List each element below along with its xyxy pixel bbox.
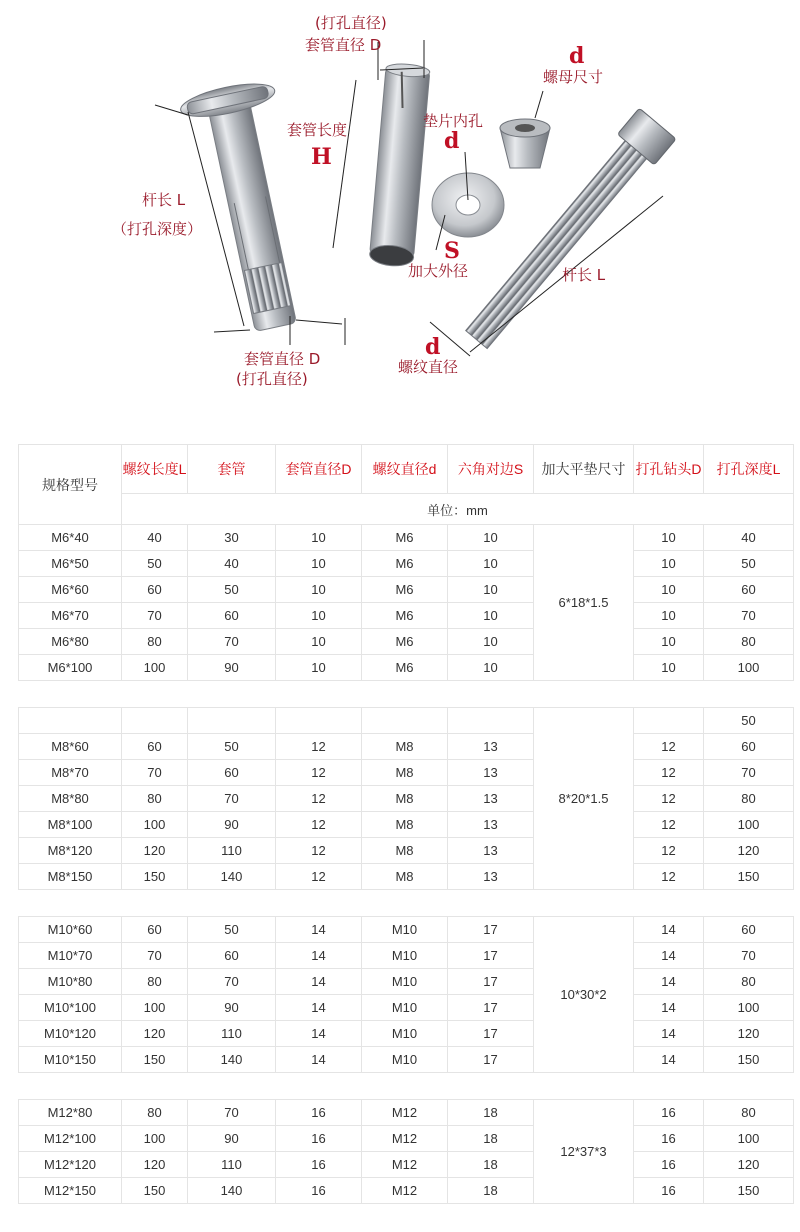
cell-thread-length: 150 (122, 864, 188, 890)
cell-thread-length: 80 (122, 629, 188, 655)
cell-drill-depth: 120 (704, 838, 794, 864)
table-row (19, 708, 794, 734)
cell-thread-length: 50 (122, 551, 188, 577)
cell-thread-diameter: M12 (362, 1100, 448, 1126)
cell-model: M10*80 (19, 969, 122, 995)
cell-sleeve: 140 (188, 864, 276, 890)
cell-model: M10*150 (19, 1047, 122, 1073)
cell-drill-bit: 10 (634, 551, 704, 577)
cell-model: M12*80 (19, 1100, 122, 1126)
cell-drill-bit: 12 (634, 734, 704, 760)
cell-hex (448, 708, 534, 734)
table-row (19, 1047, 794, 1073)
cell-sleeve: 70 (188, 786, 276, 812)
sleeve-diameter-label-top: 套管直径 D (305, 36, 382, 54)
header-model: 规格型号 (19, 445, 122, 525)
cell-sleeve (188, 708, 276, 734)
cell-hex: 17 (448, 995, 534, 1021)
sleeve-length-label: 套管长度 (287, 121, 348, 139)
cell-drill-depth: 50 (704, 708, 794, 734)
cell-thread-length: 70 (122, 603, 188, 629)
cell-thread-length: 80 (122, 786, 188, 812)
cell-model: M8*60 (19, 734, 122, 760)
cell-drill-depth: 150 (704, 864, 794, 890)
cell-thread-length: 60 (122, 577, 188, 603)
cell-sleeve: 110 (188, 1021, 276, 1047)
cell-thread-diameter: M6 (362, 551, 448, 577)
cell-drill-depth: 80 (704, 1100, 794, 1126)
cell-sleeve: 50 (188, 917, 276, 943)
cell-thread-diameter: M12 (362, 1126, 448, 1152)
header-thread-length: 螺纹长度L (122, 445, 188, 494)
cell-thread-length: 60 (122, 734, 188, 760)
washer-inner-symbol: d (444, 128, 460, 154)
table-row (19, 864, 794, 890)
table-row (19, 577, 794, 603)
cell-drill-depth: 100 (704, 655, 794, 681)
table-row (19, 603, 794, 629)
cell-sleeve-diameter: 16 (276, 1152, 362, 1178)
cell-model: M8*120 (19, 838, 122, 864)
cell-sleeve: 70 (188, 629, 276, 655)
header-sleeve-diameter: 套管直径D (276, 445, 362, 494)
cell-drill-bit: 10 (634, 603, 704, 629)
table-row (19, 760, 794, 786)
cell-thread-diameter: M8 (362, 786, 448, 812)
cell-model: M12*120 (19, 1152, 122, 1178)
cell-thread-diameter: M10 (362, 1021, 448, 1047)
cell-hex: 17 (448, 1021, 534, 1047)
table-row (19, 1126, 794, 1152)
cell-model: M6*40 (19, 525, 122, 551)
cell-drill-bit: 14 (634, 1021, 704, 1047)
cell-model: M10*60 (19, 917, 122, 943)
table-row (19, 838, 794, 864)
cell-sleeve-diameter: 10 (276, 551, 362, 577)
cell-thread-diameter: M6 (362, 655, 448, 681)
cell-thread-length: 80 (122, 1100, 188, 1126)
cell-hex: 18 (448, 1178, 534, 1204)
cell-drill-depth: 60 (704, 917, 794, 943)
cell-thread-length: 100 (122, 812, 188, 838)
cell-sleeve: 50 (188, 734, 276, 760)
cell-sleeve: 140 (188, 1047, 276, 1073)
cell-drill-bit (634, 708, 704, 734)
cell-sleeve: 50 (188, 577, 276, 603)
cell-model: M6*80 (19, 629, 122, 655)
cell-drill-bit: 16 (634, 1178, 704, 1204)
cell-thread-length: 120 (122, 1021, 188, 1047)
cell-drill-depth: 70 (704, 943, 794, 969)
cell-sleeve-diameter: 16 (276, 1126, 362, 1152)
table-row (19, 1152, 794, 1178)
cell-thread-diameter: M10 (362, 969, 448, 995)
cell-drill-bit: 10 (634, 577, 704, 603)
cell-thread-length: 70 (122, 943, 188, 969)
group-spacer (19, 681, 794, 708)
cell-thread-diameter: M8 (362, 760, 448, 786)
header-hex: 六角对边S (448, 445, 534, 494)
cell-model: M8*150 (19, 864, 122, 890)
cell-hex: 13 (448, 734, 534, 760)
table-row (19, 995, 794, 1021)
cell-drill-bit: 16 (634, 1152, 704, 1178)
spacer-cell (19, 1073, 794, 1100)
cell-drill-depth: 40 (704, 525, 794, 551)
cell-sleeve-diameter: 12 (276, 838, 362, 864)
cell-thread-diameter: M10 (362, 943, 448, 969)
cell-sleeve-diameter: 10 (276, 655, 362, 681)
table-row (19, 1100, 794, 1126)
cell-drill-bit: 10 (634, 525, 704, 551)
cell-sleeve: 90 (188, 655, 276, 681)
cell-hex: 17 (448, 1047, 534, 1073)
cell-sleeve: 70 (188, 969, 276, 995)
header-row (19, 445, 794, 494)
table-row (19, 812, 794, 838)
shank-length-label-right: 杆长 L (562, 266, 606, 284)
cell-sleeve-diameter: 12 (276, 734, 362, 760)
sleeve-length-symbol: H (311, 144, 332, 170)
cell-drill-depth: 120 (704, 1021, 794, 1047)
cell-drill-bit: 12 (634, 760, 704, 786)
cell-sleeve-diameter: 12 (276, 786, 362, 812)
cell-hex: 13 (448, 786, 534, 812)
table-row (19, 1178, 794, 1204)
cell-drill-bit: 12 (634, 812, 704, 838)
cell-thread-diameter: M10 (362, 917, 448, 943)
cell-hex: 18 (448, 1152, 534, 1178)
header-sleeve: 套管 (188, 445, 276, 494)
cell-sleeve-diameter: 10 (276, 577, 362, 603)
cell-hex: 10 (448, 603, 534, 629)
cell-model (19, 708, 122, 734)
cell-model: M6*70 (19, 603, 122, 629)
cell-drill-bit: 16 (634, 1126, 704, 1152)
cell-sleeve: 70 (188, 1100, 276, 1126)
unit-label: 单位：mm (122, 494, 794, 525)
cell-thread-diameter: M6 (362, 577, 448, 603)
cell-drill-bit: 10 (634, 655, 704, 681)
header-drill-depth: 打孔深度L (704, 445, 794, 494)
cell-sleeve-diameter (276, 708, 362, 734)
cell-sleeve-diameter: 14 (276, 969, 362, 995)
cell-sleeve: 30 (188, 525, 276, 551)
cell-model: M10*100 (19, 995, 122, 1021)
cell-hex: 18 (448, 1100, 534, 1126)
cell-thread-diameter: M12 (362, 1178, 448, 1204)
cell-drill-depth: 80 (704, 629, 794, 655)
cell-drill-bit: 14 (634, 943, 704, 969)
cell-thread-diameter: M6 (362, 525, 448, 551)
cell-drill-bit: 16 (634, 1100, 704, 1126)
cell-drill-depth: 60 (704, 734, 794, 760)
cell-washer: 10*30*2 (534, 917, 634, 1073)
cell-sleeve-diameter: 16 (276, 1178, 362, 1204)
cell-sleeve-diameter: 14 (276, 995, 362, 1021)
washer-outer-symbol: S (444, 238, 460, 264)
unit-row (19, 494, 794, 525)
cell-drill-bit: 14 (634, 1047, 704, 1073)
cell-drill-depth: 80 (704, 786, 794, 812)
drill-depth-label: （打孔深度） (112, 220, 203, 238)
group-spacer (19, 1073, 794, 1100)
cell-thread-length: 120 (122, 838, 188, 864)
cell-thread-diameter: M8 (362, 812, 448, 838)
cell-thread-length: 150 (122, 1047, 188, 1073)
cell-drill-bit: 12 (634, 864, 704, 890)
cell-model: M8*100 (19, 812, 122, 838)
cell-sleeve-diameter: 10 (276, 525, 362, 551)
cell-thread-diameter: M6 (362, 629, 448, 655)
cell-model: M6*50 (19, 551, 122, 577)
table-row (19, 1021, 794, 1047)
washer-outer-label: 加大外径 (408, 262, 469, 280)
cell-thread-length: 40 (122, 525, 188, 551)
cell-thread-length: 70 (122, 760, 188, 786)
spec-table-body (19, 445, 794, 1204)
washer-inner-label: 垫片内孔 (423, 112, 484, 130)
cell-sleeve-diameter: 10 (276, 629, 362, 655)
cell-thread-diameter (362, 708, 448, 734)
cell-washer: 8*20*1.5 (534, 708, 634, 890)
header-thread-diameter: 螺纹直径d (362, 445, 448, 494)
cell-drill-depth: 50 (704, 551, 794, 577)
table-row (19, 917, 794, 943)
cell-sleeve: 60 (188, 760, 276, 786)
cell-drill-bit: 14 (634, 917, 704, 943)
cell-hex: 13 (448, 812, 534, 838)
cell-hex: 10 (448, 577, 534, 603)
cell-hex: 10 (448, 551, 534, 577)
cell-sleeve-diameter: 12 (276, 812, 362, 838)
cell-sleeve-diameter: 14 (276, 943, 362, 969)
product-diagram (0, 0, 800, 400)
header-drill-bit: 打孔钻头D (634, 445, 704, 494)
cell-model: M10*70 (19, 943, 122, 969)
cell-washer: 6*18*1.5 (534, 525, 634, 681)
drill-diameter-label-bottom: (打孔直径) (236, 370, 308, 388)
cell-thread-length: 60 (122, 917, 188, 943)
cell-sleeve: 110 (188, 838, 276, 864)
shank-length-label-left: 杆长 L (142, 191, 186, 209)
cell-drill-bit: 12 (634, 786, 704, 812)
header-washer: 加大平垫尺寸 (534, 445, 634, 494)
cell-drill-bit: 10 (634, 629, 704, 655)
cell-thread-diameter: M12 (362, 1152, 448, 1178)
cell-thread-length: 100 (122, 655, 188, 681)
cell-model: M12*150 (19, 1178, 122, 1204)
cell-sleeve: 110 (188, 1152, 276, 1178)
cell-thread-diameter: M10 (362, 1047, 448, 1073)
cell-hex: 17 (448, 969, 534, 995)
cell-sleeve-diameter: 12 (276, 864, 362, 890)
cell-drill-depth: 100 (704, 1126, 794, 1152)
cell-sleeve: 60 (188, 603, 276, 629)
cell-hex: 13 (448, 760, 534, 786)
cell-sleeve-diameter: 12 (276, 760, 362, 786)
cell-sleeve: 60 (188, 943, 276, 969)
cell-hex: 10 (448, 655, 534, 681)
cell-thread-length (122, 708, 188, 734)
cell-drill-depth: 100 (704, 812, 794, 838)
table-row (19, 551, 794, 577)
cell-drill-depth: 120 (704, 1152, 794, 1178)
cell-hex: 13 (448, 864, 534, 890)
cell-sleeve-diameter: 14 (276, 1047, 362, 1073)
cell-thread-length: 120 (122, 1152, 188, 1178)
cell-thread-diameter: M8 (362, 734, 448, 760)
sleeve-diameter-label-bottom: 套管直径 D (244, 350, 321, 368)
cell-model: M10*120 (19, 1021, 122, 1047)
cell-drill-depth: 100 (704, 995, 794, 1021)
cell-sleeve-diameter: 16 (276, 1100, 362, 1126)
cell-drill-depth: 150 (704, 1178, 794, 1204)
cell-drill-depth: 150 (704, 1047, 794, 1073)
cell-sleeve-diameter: 10 (276, 603, 362, 629)
cell-hex: 17 (448, 917, 534, 943)
table-row (19, 786, 794, 812)
cell-sleeve: 90 (188, 995, 276, 1021)
cell-drill-depth: 70 (704, 603, 794, 629)
table-row (19, 943, 794, 969)
cell-drill-bit: 14 (634, 969, 704, 995)
cell-model: M8*80 (19, 786, 122, 812)
cell-sleeve-diameter: 14 (276, 917, 362, 943)
cell-hex: 10 (448, 629, 534, 655)
cell-drill-depth: 60 (704, 577, 794, 603)
hardware-illustration (0, 0, 800, 400)
cell-thread-diameter: M8 (362, 838, 448, 864)
cell-washer: 12*37*3 (534, 1100, 634, 1204)
washer (432, 173, 504, 237)
table-row (19, 629, 794, 655)
spacer-cell (19, 890, 794, 917)
spec-table (18, 444, 794, 1204)
table-row (19, 969, 794, 995)
cell-model: M12*100 (19, 1126, 122, 1152)
thread-diameter-symbol: d (425, 334, 441, 360)
cell-sleeve: 40 (188, 551, 276, 577)
cell-hex: 10 (448, 525, 534, 551)
cell-drill-bit: 14 (634, 995, 704, 1021)
nut-size-symbol: d (569, 43, 585, 69)
table-row (19, 734, 794, 760)
cell-drill-bit: 12 (634, 838, 704, 864)
cell-thread-length: 150 (122, 1178, 188, 1204)
cell-thread-diameter: M10 (362, 995, 448, 1021)
cell-model: M6*60 (19, 577, 122, 603)
spacer-cell (19, 681, 794, 708)
cell-hex: 17 (448, 943, 534, 969)
cell-thread-length: 100 (122, 995, 188, 1021)
cell-sleeve-diameter: 14 (276, 1021, 362, 1047)
cell-sleeve: 140 (188, 1178, 276, 1204)
drill-diameter-label-top: (打孔直径) (315, 14, 387, 32)
table-row (19, 655, 794, 681)
cell-thread-diameter: M8 (362, 864, 448, 890)
cell-sleeve: 90 (188, 812, 276, 838)
cell-thread-length: 100 (122, 1126, 188, 1152)
nut-size-label: 螺母尺寸 (543, 68, 604, 86)
table-row (19, 525, 794, 551)
cell-hex: 13 (448, 838, 534, 864)
cell-hex: 18 (448, 1126, 534, 1152)
cell-drill-depth: 80 (704, 969, 794, 995)
cell-thread-length: 80 (122, 969, 188, 995)
cell-model: M6*100 (19, 655, 122, 681)
cell-drill-depth: 70 (704, 760, 794, 786)
group-spacer (19, 890, 794, 917)
cell-sleeve: 90 (188, 1126, 276, 1152)
thread-diameter-label: 螺纹直径 (398, 358, 459, 376)
cell-model: M8*70 (19, 760, 122, 786)
cell-thread-diameter: M6 (362, 603, 448, 629)
